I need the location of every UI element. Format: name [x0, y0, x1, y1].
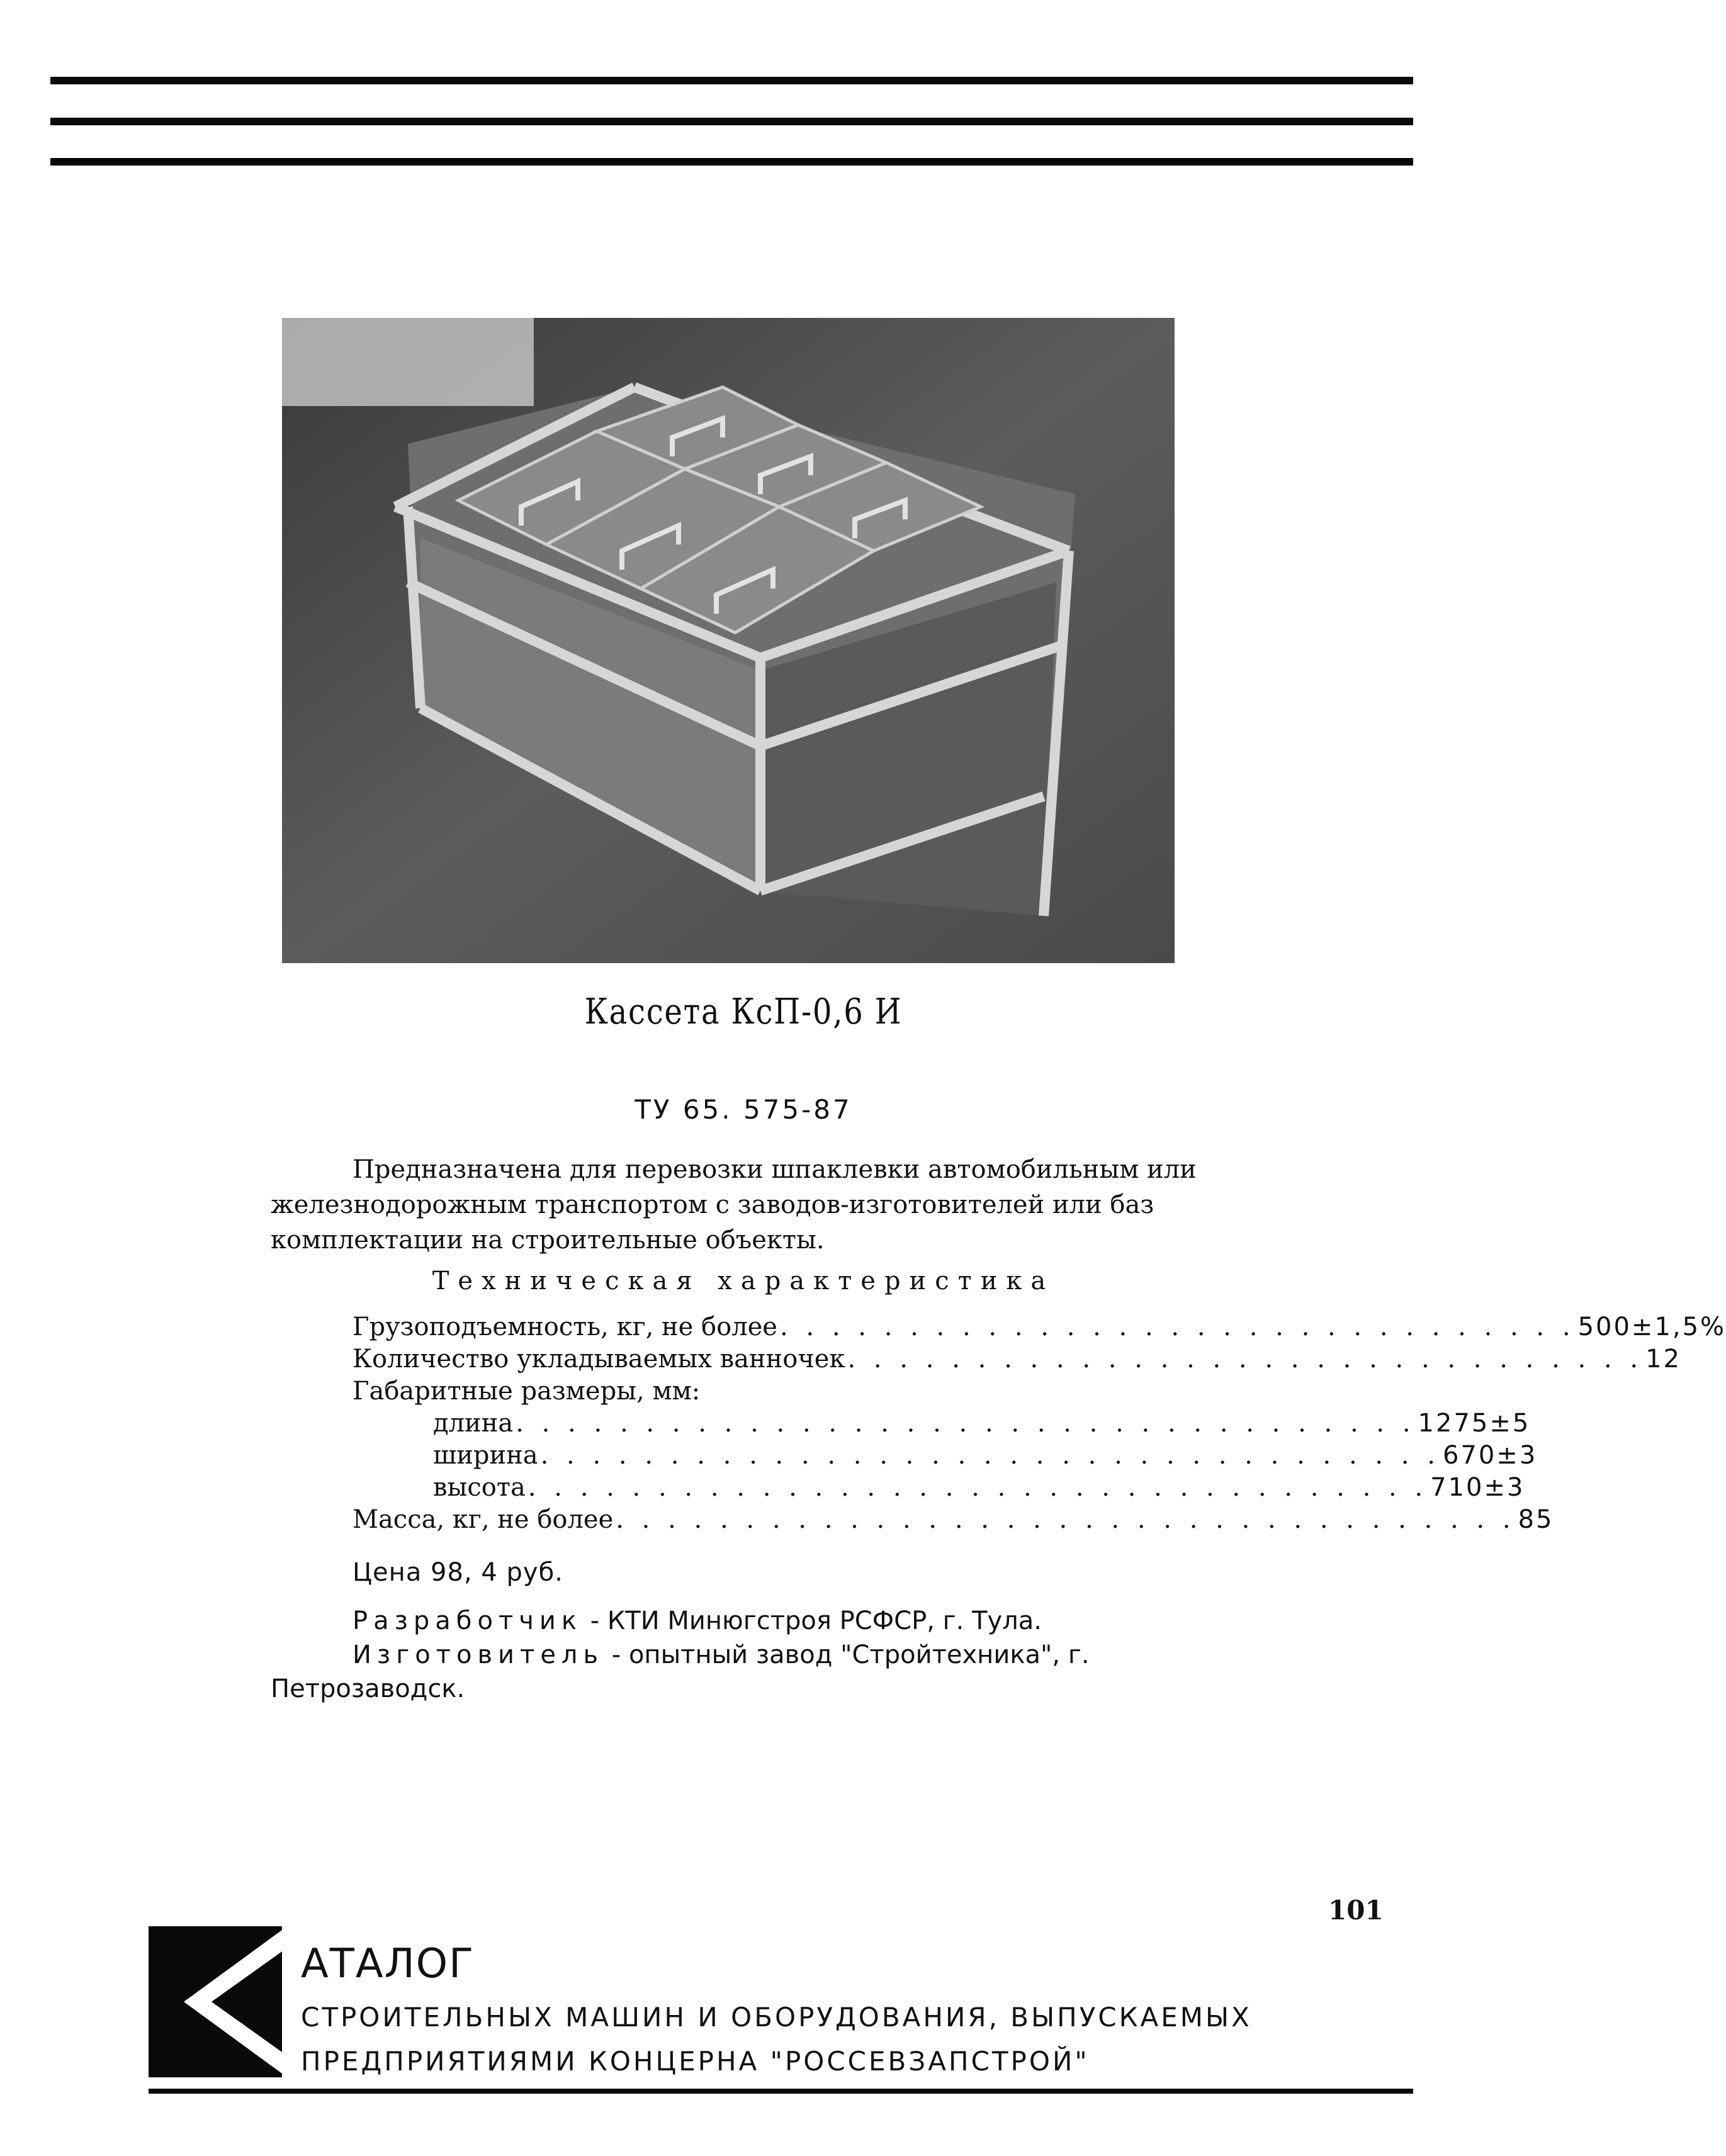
spec-label: Масса, кг, не более	[353, 1505, 614, 1534]
credits	[271, 1604, 1202, 1706]
product-photo	[282, 318, 1175, 963]
spec-row	[353, 1312, 1726, 1345]
spec-label: Габаритные размеры, мм:	[353, 1377, 701, 1406]
spec-value: 710±3	[1430, 1473, 1525, 1502]
spec-value: 1275±5	[1418, 1409, 1531, 1438]
leader-dots: . . . . . . . . . . . . . . . . . . . . . . . . . . . . . . . . . . .	[616, 1505, 1516, 1534]
spec-value: 12	[1645, 1345, 1681, 1374]
spec-value: 85	[1518, 1505, 1554, 1534]
description-text: Предназначена для перевозки шпаклевки автомобильным или железнодорожным транспортом с заводов-изготовителей или баз комплектации на строительные объекты.	[271, 1155, 1197, 1255]
spec-label: длина	[433, 1409, 514, 1438]
leader-dots: . . . . . . . . . . . . . . . . . . . . . . . . . . . . . . .	[779, 1312, 1576, 1341]
developer-text: - КТИ Минюгстроя РСФСР, г. Тула.	[582, 1606, 1042, 1635]
spec-row	[353, 1473, 1525, 1505]
catalog-k-logo	[149, 1926, 282, 2077]
spec-row	[353, 1377, 1146, 1409]
spec-label: Грузоподъемность, кг, не более	[353, 1312, 777, 1341]
developer-label: Разработчик	[353, 1606, 583, 1635]
specs-list	[353, 1312, 1726, 1537]
leader-dots: . . . . . . . . . . . . . . . . . . . . . . . . . . . . . . . . . . .	[516, 1409, 1416, 1438]
manufacturer-line	[271, 1638, 1202, 1706]
spec-row	[353, 1441, 1538, 1473]
developer-line	[271, 1604, 1202, 1638]
bottom-rule	[149, 2089, 1413, 2094]
leader-dots: . . . . . . . . . . . . . . . . . . . . . . . . . . . . . . . . . . .	[527, 1473, 1428, 1502]
page-number: 101	[1328, 1895, 1384, 1926]
spec-row	[353, 1505, 1554, 1537]
specs-heading: Техническая характеристика	[432, 1267, 1055, 1295]
spec-value: 500±1,5%	[1577, 1312, 1726, 1341]
manufacturer-label: Изготовитель	[353, 1640, 604, 1669]
tu-code: ТУ 65. 575-87	[635, 1094, 852, 1125]
spec-row	[353, 1345, 1681, 1377]
spec-row	[353, 1409, 1531, 1441]
leader-dots: . . . . . . . . . . . . . . . . . . . . . . . . . . . . . . . . . . .	[540, 1441, 1440, 1470]
spec-value: 670±3	[1442, 1441, 1538, 1470]
leader-dots: . . . . . . . . . . . . . . . . . . . . . . . . . . . . . . .	[847, 1345, 1644, 1374]
price: Цена 98, 4 руб.	[353, 1558, 563, 1587]
top-rule-1	[50, 77, 1413, 84]
spec-label: ширина	[433, 1441, 538, 1470]
manufacturer-text: - опытный завод "Стройтехника", г. Петрозаводск.	[271, 1640, 1090, 1703]
catalog-title: АТАЛОГ	[301, 1941, 475, 1987]
description	[271, 1152, 1202, 1258]
spec-label: высота	[433, 1473, 526, 1502]
top-rule-3	[50, 158, 1413, 166]
spec-label: Количество укладываемых ванночек	[353, 1345, 845, 1374]
catalog-subtitle-1: СТРОИТЕЛЬНЫХ МАШИН И ОБОРУДОВАНИЯ, ВЫПУСКАЕМЫХ	[301, 2002, 1252, 2033]
catalog-subtitle-2: ПРЕДПРИЯТИЯМИ КОНЦЕРНА "РОССЕВЗАПСТРОЙ"	[301, 2046, 1090, 2077]
top-rule-2	[50, 118, 1413, 125]
product-title: Кассета КсП-0,6 И	[584, 991, 903, 1032]
